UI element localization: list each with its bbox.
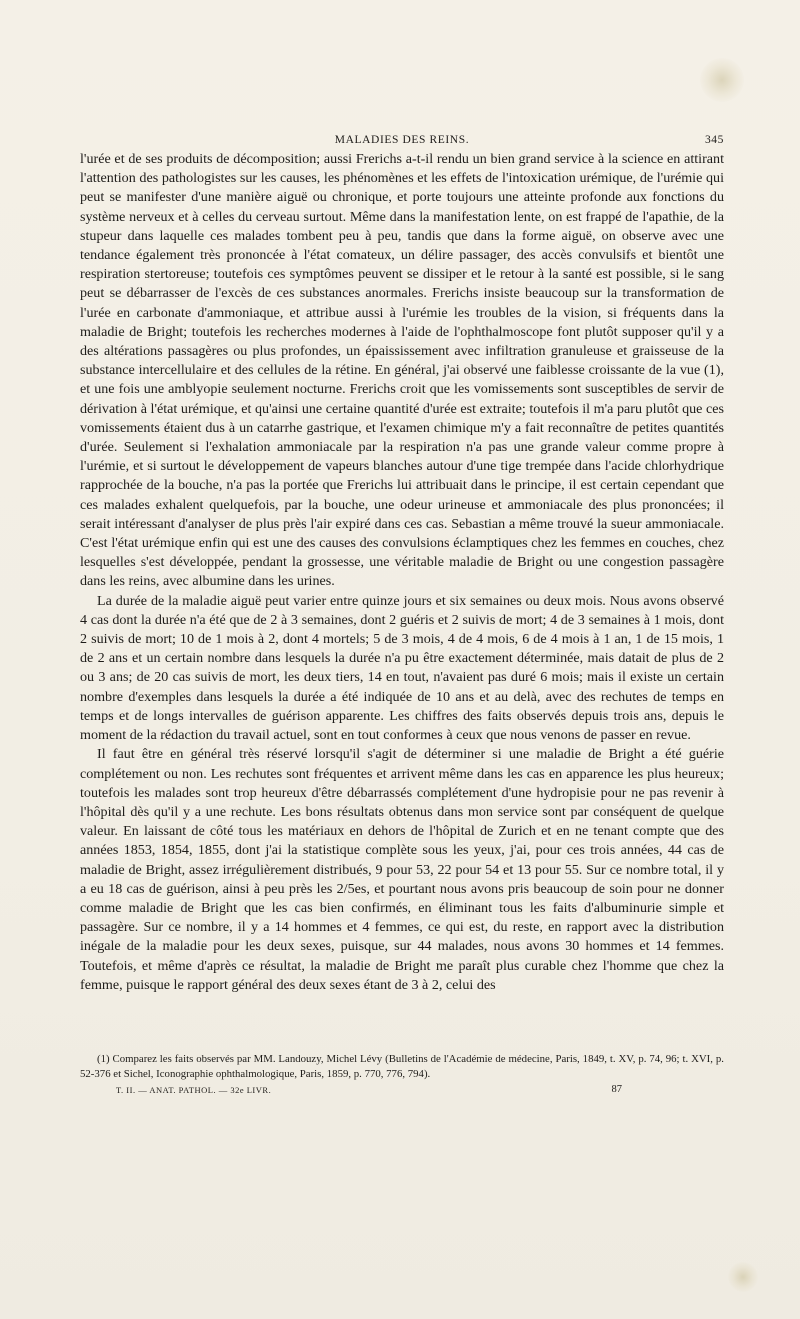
signature-left: T. II. — ANAT. PATHOL. — 32e LIVR.	[116, 1085, 272, 1095]
paragraph-3: Il faut être en général très réservé lorsqu'il s'agit de déterminer si une maladie de Bright a été guérie complétement ou non. Les rechutes sont fréquentes et arrivent même dans les cas en apparence les plus heureux; toutefois les malades sont trop heureux d'être débarrassés complétement d'une hydropisie pour ne pas revenir à l'hôpital dès qu'il y a une rechute. Les bons résultats obtenus dans mon service sont par conséquent de quelque valeur. En laissant de côté tous les matériaux en dehors de l'hôpital de Zurich et en ne tenant compte que des années 1853, 1854, 1855, dont j'ai la statistique complète sous les yeux, j'ai, pour ces trois années, 44 cas de maladie de Bright, assez irrégulièrement distribués, 9 pour 53, 22 pour 54 et 13 pour 55. Sur ce nombre total, il y a eu 18 cas de guérison, ainsi à peu près les 2/5es, et pourtant nous avons pris beaucoup de soin pour ne donner comme maladie de Bright que les cas bien confirmés, en éliminant tous les faits d'albuminurie simple et passagère. Sur ce nombre, il y a 14 hommes et 4 femmes, ce qui est, du reste, en rapport avec la distribution inégale de la maladie pour les deux sexes, puisque, sur 44 malades, nous avons 30 hommes et 14 femmes. Toutefois, et même d'après ce résultat, la maladie de Bright me paraît plus curable chez l'homme que chez la femme, puisque le rapport général des deux sexes étant de 3 à 2, celui des	[80, 746, 724, 993]
footnote-text: (1) Comparez les faits observés par MM. Landouzy, Michel Lévy (Bulletins de l'Académie de médecine, Paris, 1849, t. XV, p. 74, 96; t. XVI, p. 52-376 et Sichel, Iconographie ophthalmologique, Paris, 1859, p. 770, 776, 794).	[80, 1053, 724, 1080]
paper-stain-top-right	[700, 58, 744, 102]
printer-signature	[80, 1085, 724, 1099]
page-number: 345	[704, 134, 724, 146]
running-title: MALADIES DES REINS.	[334, 134, 470, 146]
body-text	[80, 150, 724, 995]
paragraph-1: l'urée et de ses produits de décomposition; aussi Frerichs a-t-il rendu un bien grand service à la science en attirant l'attention des pathologistes sur les causes, les phénomènes et les effets de l'intoxication urémique, de l'urémie qui peut se manifester d'une manière aiguë ou chronique, et porte toujours une atteinte profonde aux fonctions du système nerveux et à celles du cerveau surtout. Même dans la manifestation lente, on est frappé de l'apathie, de la stupeur dans laquelle ces malades tombent peu à peu, tandis que dans la forme aiguë, on observe avec une tendance également très prononcée à l'état comateux, un délire passager, des accès convulsifs et bientôt une respiration stertoreuse; toutefois ces symptômes peuvent se dissiper et le retour à la santé est possible, si le sang peut se débarrasser de l'excès de ces substances anormales. Frerichs insiste beaucoup sur la transformation de l'urée en carbonate d'ammoniaque, et attribue aussi à l'urémie les troubles de la vision, si fréquents dans la maladie de Bright; toutefois les recherches modernes à l'aide de l'ophthalmoscope font plutôt supposer qu'il y a des altérations passagères ou plus profondes, un épaississement avec infiltration granuleuse et graisseuse de la substance intercellulaire et des cellules de la rétine. En général, j'ai observé une faiblesse croissante de la vue (1), et une fois une amblyopie seulement nocturne. Frerichs croit que les vomissements sont susceptibles de servir de dérivation à l'état urémique, et qu'ainsi une certaine quantité d'urée est extraite; toutefois il m'a paru plutôt que ces vomissements étaient dus à un catarrhe gastrique, et l'examen chimique m'y a fait reconnaître de petites quantités d'urée. Seulement si l'exhalation ammoniacale par la respiration n'a pas une grande valeur comme propre à l'urémie, et si surtout le développement de vapeurs blanches autour d'une tige trempée dans l'acide chlorhydrique rapprochée de la bouche, n'a pas la portée que Frerichs lui attribuait dans le principe, il est certain cependant que ces malades exhalent quelquefois, par la bouche, une odeur urineuse et ammoniacale des plus prononcées; il serait intéressant d'analyser de plus près l'air expiré dans ces cas. Sebastian a même trouvé la sueur ammoniacale. C'est l'état urémique enfin qui est une des causes des convulsions éclamptiques chez les femmes en couches, chez lesquelles s'est développée, pendant la grossesse, une véritable maladie de Bright ou une congestion passagère dans les reins, avec albumine dans les urines.	[80, 151, 724, 590]
footnote	[80, 1052, 724, 1082]
signature-number: 87	[611, 1084, 622, 1095]
running-header	[80, 134, 724, 150]
paragraph-2: La durée de la maladie aiguë peut varier entre quinze jours et six semaines ou deux mois. Nous avons observé 4 cas dont la durée n'a été que de 2 à 3 semaines, dont 2 guéris et 2 suivis de mort; 4 de 3 semaines à 1 mois, dont 2 suivis de mort; 10 de 1 mois à 2, dont 4 mortels; 5 de 3 mois, 4 de 4 mois, 6 de 4 mois à 1 an, 1 de 15 mois, 1 de 2 ans et un certain nombre dans lesquels la durée n'a pu être exactement déterminée, mais datait de plus de 2 ou 3 ans; de 20 cas suivis de mort, les deux tiers, 14 en tout, n'avaient pas duré 6 mois; mais il existe un certain nombre d'exemples dans lesquels la durée a été indiquée de 10 ans et au delà, avec des rechutes de temps en temps et de longs intervalles de guérison apparente. Les chiffres des faits observés depuis trois ans, depuis le moment de la rédaction du travail actuel, sont en tout conformes à ceux que nous venons de passer en revue.	[80, 592, 724, 744]
paper-stain-bottom-right	[728, 1262, 758, 1292]
